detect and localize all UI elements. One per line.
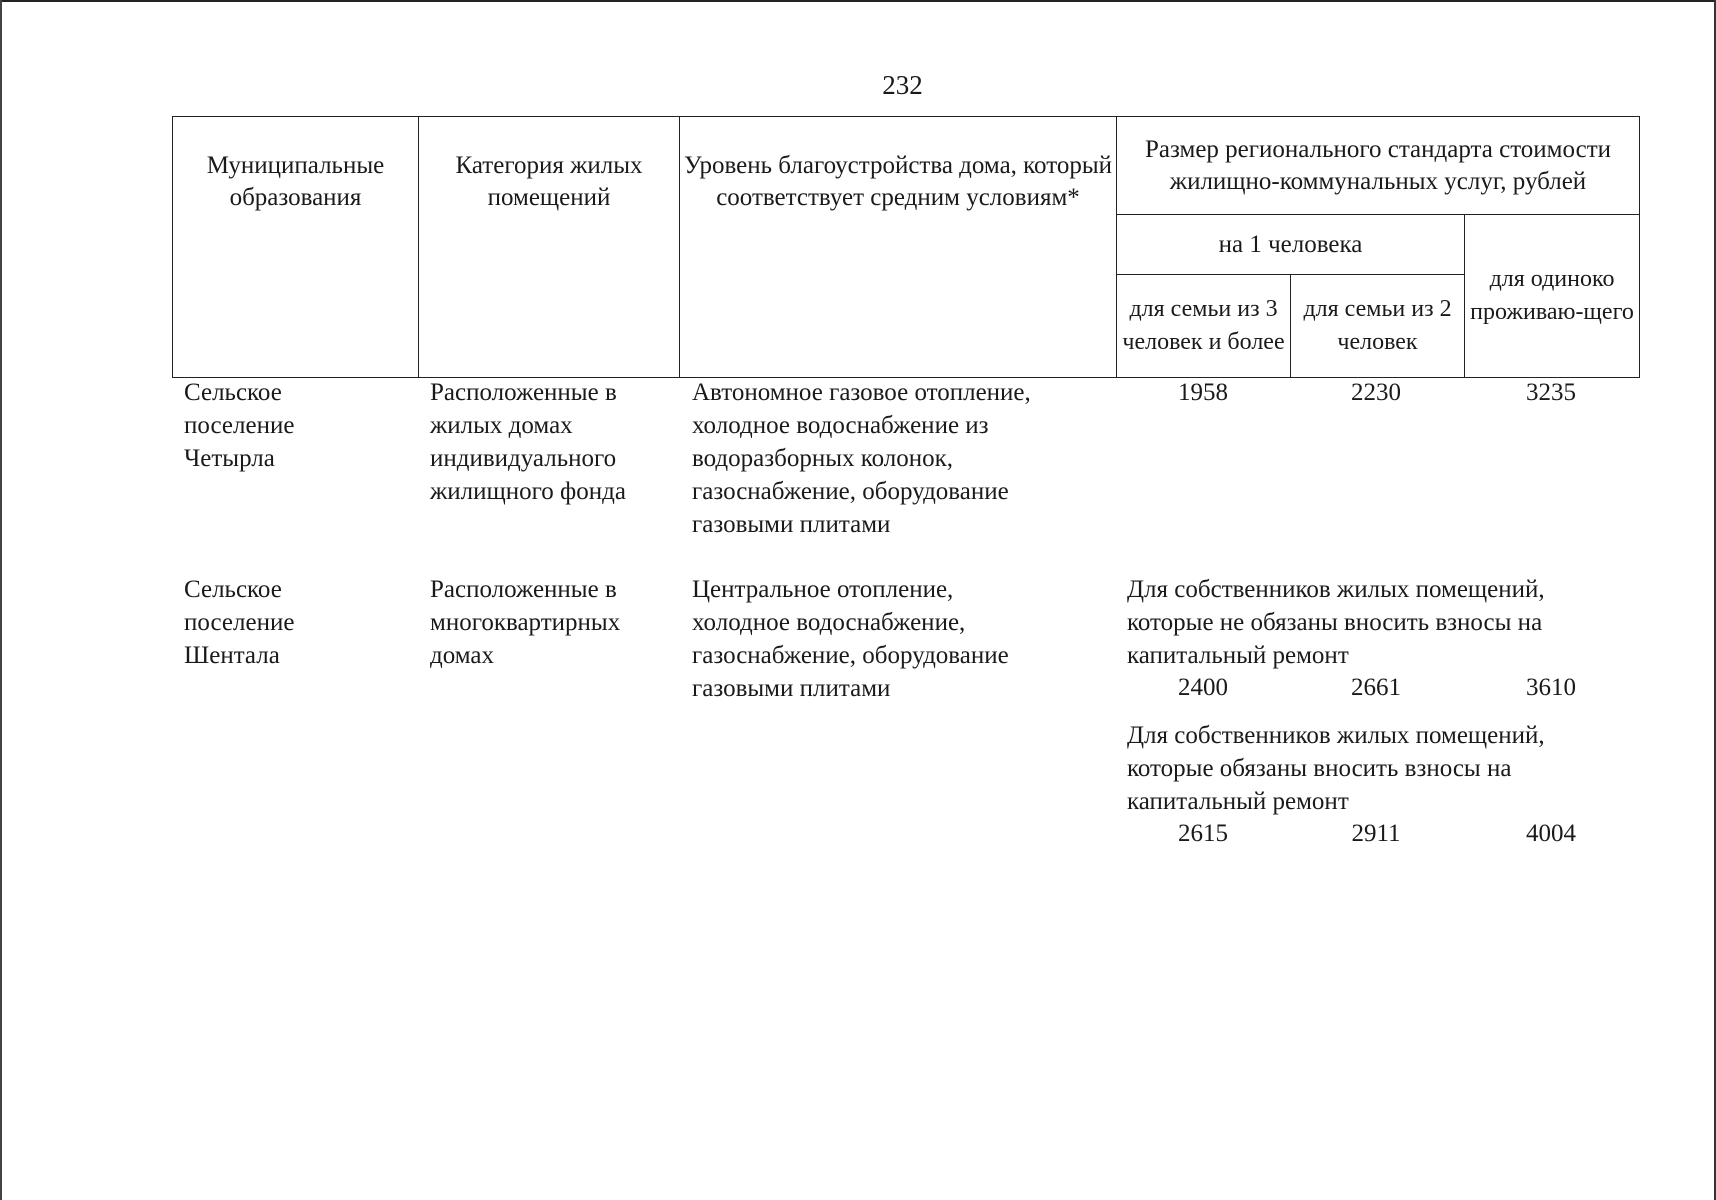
header-category: Категория жилых помещений [419, 117, 680, 378]
row-2-municipality: Сельское поселение Шентала [184, 576, 295, 669]
row-1-municipality: Сельское поселение Четырла [184, 379, 295, 472]
row-1-family-3: 1958 [1178, 379, 1228, 406]
table-header [172, 116, 1640, 378]
header-municipality: Муниципальные образования [173, 117, 419, 378]
row-1-single: 3235 [1526, 379, 1576, 406]
row-2-value-2-single: 4004 [1526, 820, 1576, 847]
header-level: Уровень благоустройства дома, который соответствует средним условиям* [680, 117, 1117, 378]
scan-edge-left [0, 0, 2, 1200]
row-2-value-1-family-2: 2661 [1351, 674, 1401, 701]
header-standard: Размер регионального стандарта стоимости жилищно-коммунальных услуг, рублей [1117, 117, 1640, 215]
row-2-category: Расположенные в многоквартирных домах [430, 576, 621, 669]
row-2-note-not-obliged: Для собственников жилых помещений, которые не обязаны вносить взносы на капитальный ремонт [1127, 576, 1545, 669]
row-2-value-1-family-3: 2400 [1178, 674, 1228, 701]
row-1-category: Расположенные в жилых домах индивидуального жилищного фонда [430, 379, 626, 505]
header-family-2: для семьи из 2 человек [1291, 275, 1465, 378]
row-1-family-2: 2230 [1351, 379, 1401, 406]
row-2-value-1-single: 3610 [1526, 674, 1576, 701]
row-2-value-2-family-2: 2911 [1351, 820, 1401, 847]
header-family-3: для семьи из 3 человек и более [1117, 275, 1291, 378]
row-2-level: Центральное отопление, холодное водоснабжение, газоснабжение, оборудование газовыми плитами [692, 576, 1009, 702]
row-2-note-obliged: Для собственников жилых помещений, которые обязаны вносить взносы на капитальный ремонт [1127, 722, 1545, 815]
page-number: 232 [882, 70, 923, 100]
scan-edge-top [0, 0, 1716, 2]
row-2-value-2-family-3: 2615 [1178, 820, 1228, 847]
row-1-level: Автономное газовое отопление, холодное водоснабжение из водоразборных колонок, газоснабжение, оборудование газовыми плитами [692, 379, 1031, 538]
header-single: для одиноко проживаю-щего [1465, 215, 1640, 378]
header-per-person: на 1 человека [1117, 215, 1465, 275]
